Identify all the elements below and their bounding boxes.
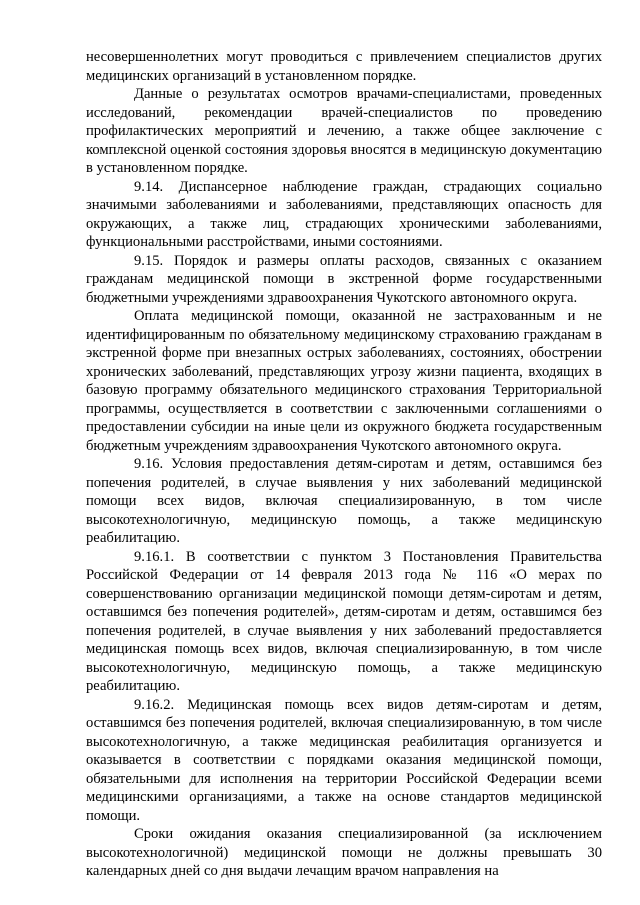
paragraph-1: несовершеннолетних могут проводиться с привлечением специалистов других медицинских организаций в установленном порядке. xyxy=(86,49,602,84)
paragraph-4: 9.15. Порядок и размеры оплаты расходов, связанных с оказанием гражданам медицинской помощи в экстренной форме государственными бюджетными учреждениями здравоохранения Чукотского автономного округа. xyxy=(86,252,602,306)
paragraph-7: 9.16.1. В соответствии с пунктом 3 Постановления Правительства Российской Федерации от 14 февраля 2013 года № 116 «О мерах по совершенствованию организации медицинской помощи детям-сиротам и детям, оставшимся без попечения родителей», детям-сиротам и детям, оставшимся без попечения родителей, в случае выявления у них заболеваний предоставляется медицинская помощь всех видов, включая специализированную, в том числе высокотехнологичную, медицинскую помощь, а также медицинскую реабилитацию. xyxy=(86,548,602,694)
paragraph-5: Оплата медицинской помощи, оказанной не застрахованным и не идентифицированным по обязательному медицинскому страхованию гражданам в экстренной форме при внезапных острых заболеваниях, состояниях, обострении хронических заболеваний, представляющих угрозу жизни пациента, входящих в базовую программу обязательного медицинского страхования Территориальной программы, осуществляется в соответствии с заключенными соглашениями о предоставлении субсидии на иные цели из окружного бюджета государственным бюджетным учреждениям здравоохранения Чукотского автономного округа. xyxy=(86,308,602,454)
paragraph-8: 9.16.2. Медицинская помощь всех видов детям-сиротам и детям, оставшимся без попечения родителей, включая специализированную, в том числе высокотехнологичную, а также медицинская реабилитация организуется и оказывается в соответствии с порядками оказания медицинской помощи, обязательными для исполнения на территории Российской Федерации всеми медицинскими организациями, а также на основе стандартов медицинской помощи. xyxy=(86,696,602,824)
paragraph-3: 9.14. Диспансерное наблюдение граждан, страдающих социально значимыми заболеваниями и заболеваниями, представляющих опасность для окружающих, а также лиц, страдающих хроническими заболеваниями, функциональными расстройствами, иными состояниями. xyxy=(86,178,602,250)
paragraph-6: 9.16. Условия предоставления детям-сиротам и детям, оставшимся без попечения родителей, в случае выявления у них заболеваний медицинской помощи всех видов, включая специализированную, в том числе высокотехнологичную, медицинскую помощь, а также медицинскую реабилитацию. xyxy=(86,456,602,546)
paragraph-2: Данные о результатах осмотров врачами-специалистами, проведенных исследований, рекомендации врачей-специалистов по проведению профилактических мероприятий и лечению, а также общее заключение с комплексной оценкой состояния здоровья вносятся в медицинскую документацию в установленном порядке. xyxy=(86,86,602,176)
paragraph-9: Сроки ожидания оказания специализированной (за исключением высокотехнологичной) медицинской помощи не должны превышать 30 календарных дней со дня выдачи лечащим врачом направления на xyxy=(86,826,602,879)
